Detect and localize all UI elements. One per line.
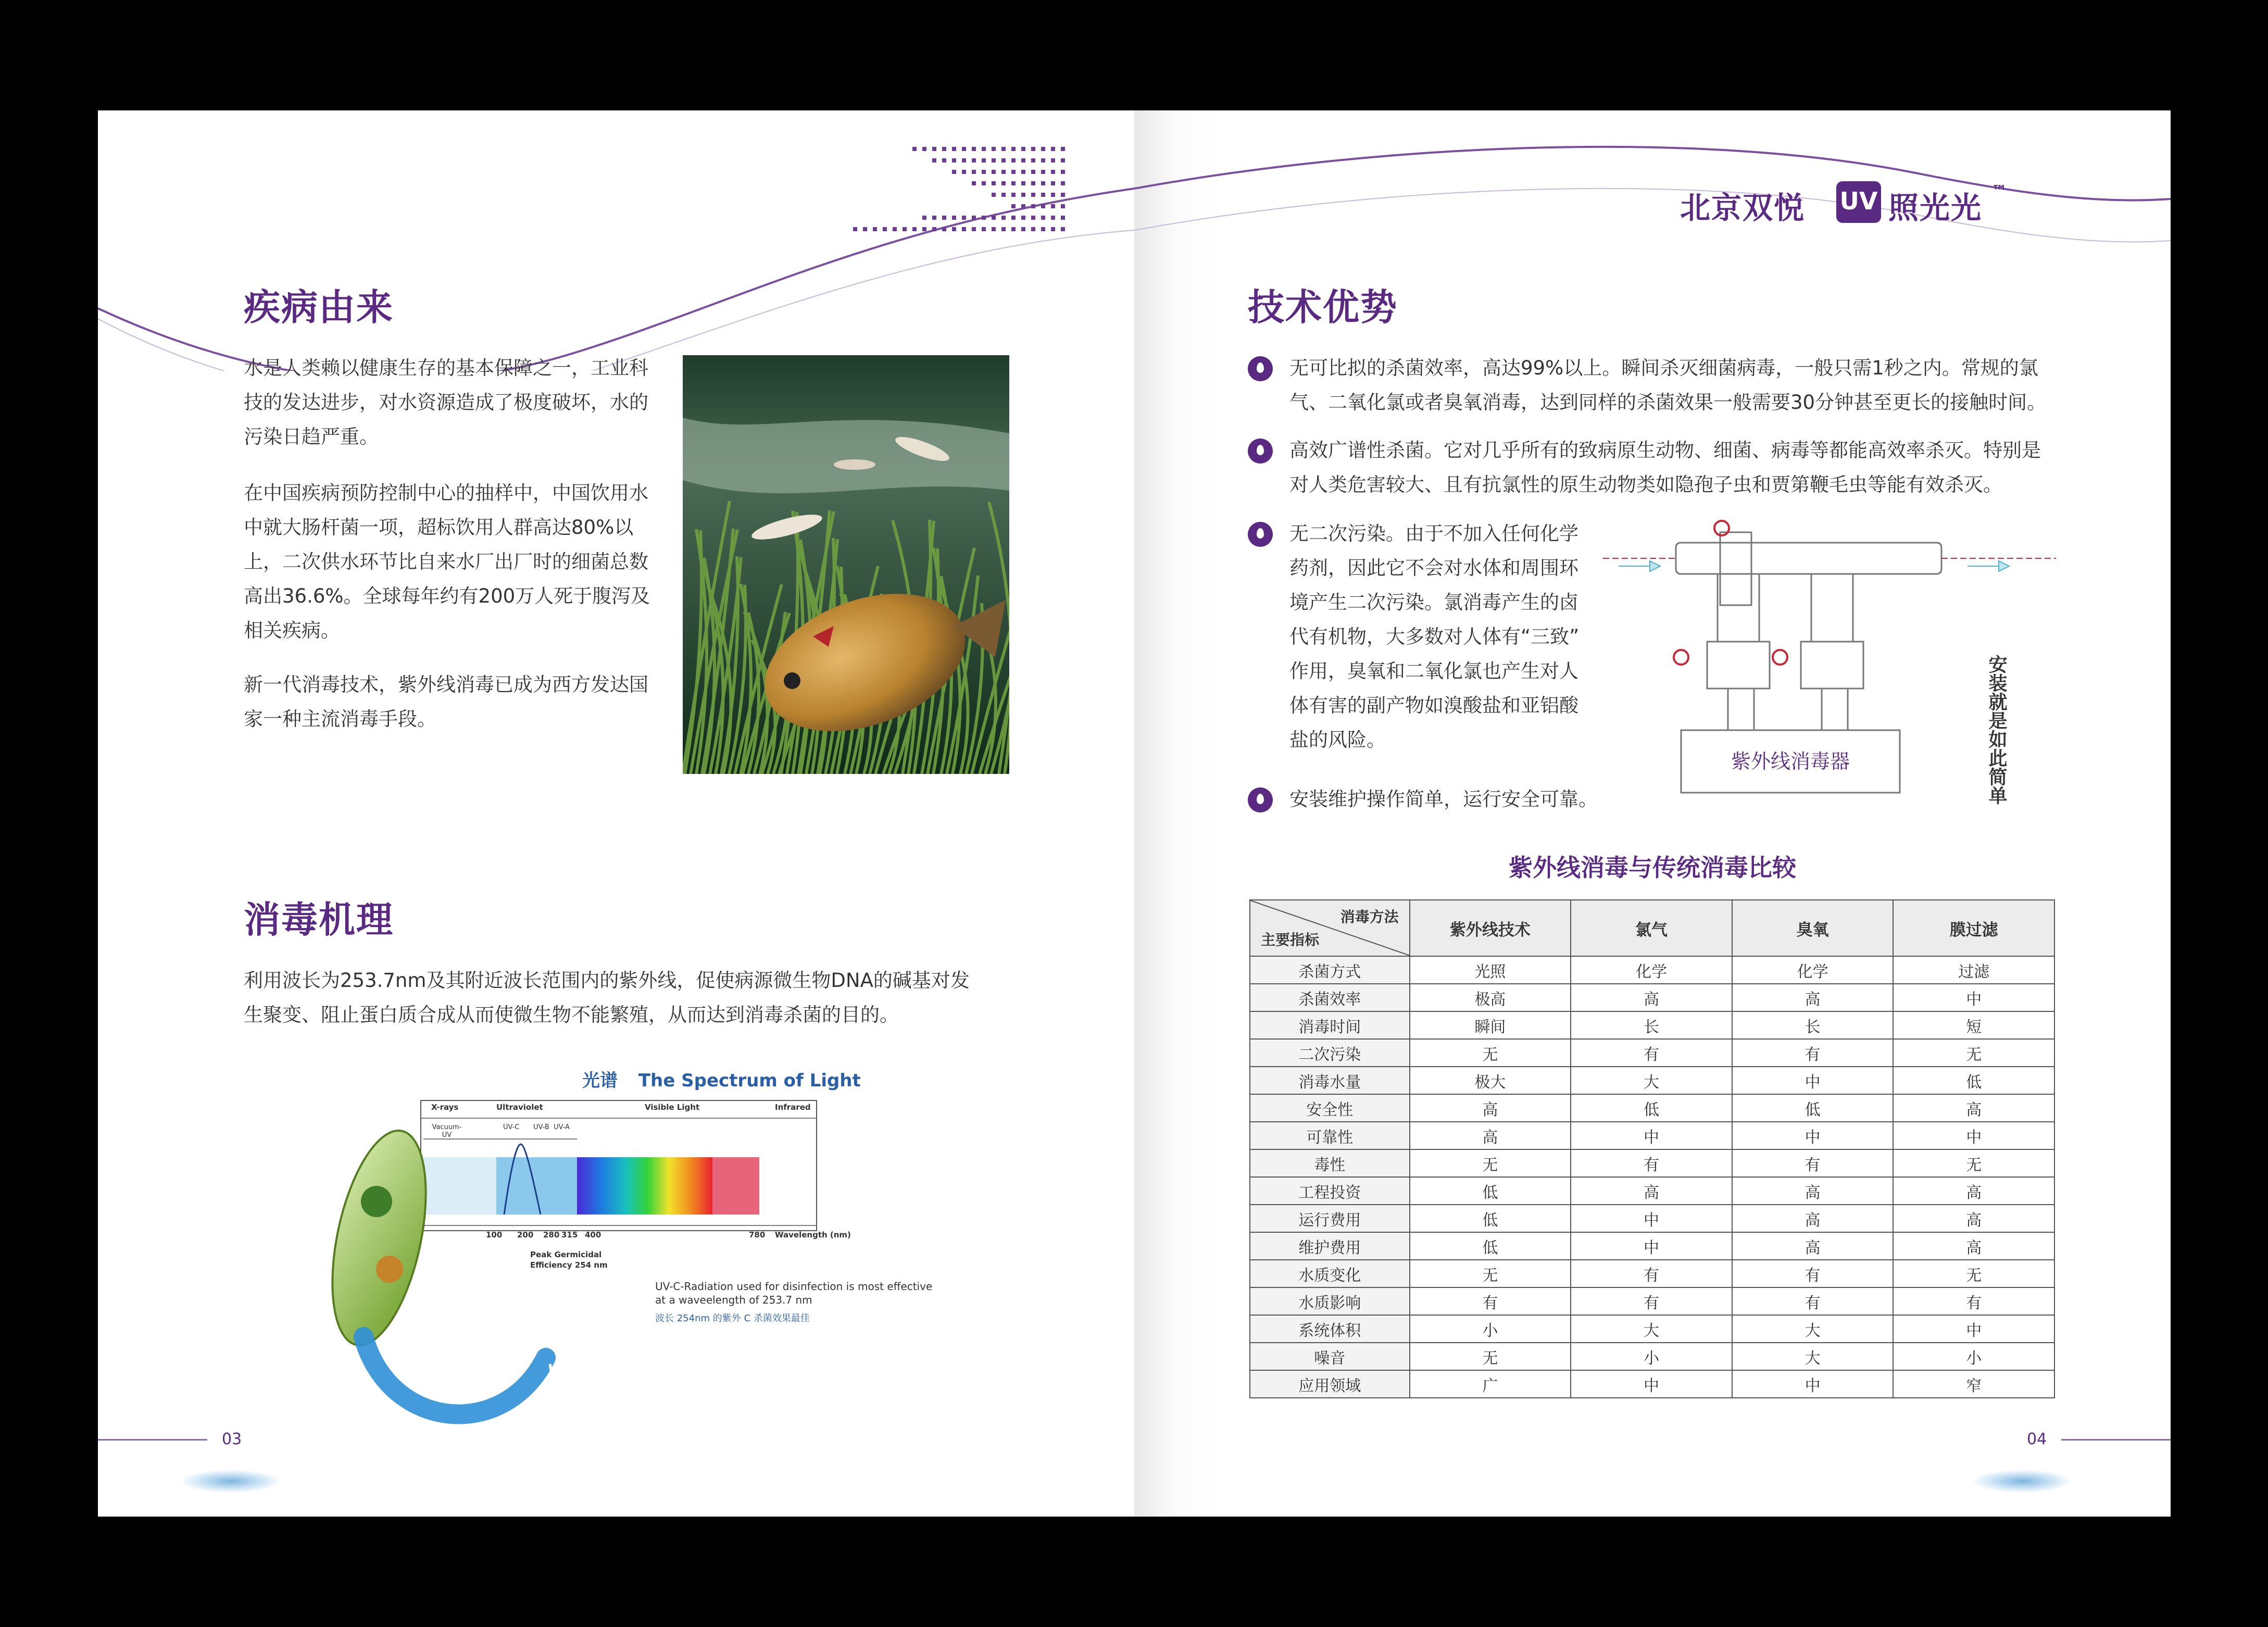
- uvc-note-cn: 波长 254nm 的紫外 C 杀菌效果最佳: [655, 1313, 810, 1324]
- table-cell: 大: [1571, 1067, 1732, 1094]
- table-cell: 高: [1732, 984, 1894, 1011]
- axis-label-wavelength: Wavelength (nm): [775, 1230, 851, 1240]
- table-row: [1250, 1315, 2054, 1343]
- table-cell: 中: [1732, 1067, 1894, 1094]
- spectrum-title-en: The Spectrum of Light: [638, 1070, 861, 1091]
- table-cell: 短: [1893, 1011, 2054, 1039]
- water-drop-icon: [181, 1470, 280, 1493]
- table-cell: 长: [1571, 1011, 1732, 1039]
- table-row: [1250, 1232, 2054, 1260]
- table-cell: 中: [1732, 1122, 1894, 1149]
- brand-logo: [1680, 178, 2076, 230]
- subband-vacuum-uv: Vacuum-UV: [432, 1123, 462, 1139]
- tick-315: 315: [561, 1230, 578, 1240]
- row-indicator-cell: 二次污染: [1250, 1039, 1410, 1067]
- table-cell: 化学: [1732, 956, 1894, 984]
- band-ultraviolet: Ultraviolet: [496, 1103, 543, 1112]
- table-cell: 有: [1893, 1287, 2054, 1315]
- table-cell: 中: [1893, 1122, 2054, 1149]
- row-indicator-cell: 工程投资: [1250, 1177, 1410, 1205]
- advantage-item: 高效广谱性杀菌。它对几乎所有的致病原生动物、细菌、病毒等都能高效率杀灭。特别是 对人类危害较大、且有抗氯性的原生动物类如隐孢子虫和贾第鞭毛虫等能有效杀灭。: [1248, 433, 2133, 506]
- table-corner-header: [1250, 900, 1410, 956]
- row-indicator-cell: 运行费用: [1250, 1205, 1410, 1232]
- band-visible: Visible Light: [645, 1103, 700, 1112]
- corner-bottom-label: 主要指标: [1261, 931, 1320, 948]
- uvc-light-arc-label: UV-C Light: [545, 1333, 632, 1379]
- table-row: [1250, 1094, 2054, 1122]
- table-cell: 化学: [1571, 956, 1732, 984]
- table-header-row: [1250, 900, 2054, 956]
- band-xrays: X-rays: [431, 1103, 459, 1112]
- table-cell: 低: [1893, 1067, 2054, 1094]
- water-drop-bullet-icon: [1248, 787, 1273, 812]
- paragraph-uv-technology: 新一代消毒技术，紫外线消毒已成为西方发达国 家一种主流消毒手段。: [244, 673, 648, 730]
- table-row: [1250, 1287, 2054, 1315]
- table-cell: 大: [1571, 1315, 1732, 1343]
- decorative-wave: [1134, 110, 2171, 371]
- comparison-table-title: 紫外线消毒与传统消毒比较: [1509, 854, 1796, 882]
- trademark: ™: [1991, 182, 2007, 201]
- table-cell: 高: [1571, 984, 1732, 1011]
- row-indicator-cell: 系统体积: [1250, 1315, 1410, 1343]
- table-row: [1250, 1370, 2054, 1398]
- water-drop-bullet-icon: [1248, 356, 1273, 381]
- band-infrared: Infrared: [775, 1103, 811, 1112]
- table-cell: 无: [1410, 1149, 1571, 1177]
- table-row: [1250, 1039, 2054, 1067]
- paragraph-mechanism: 利用波长为253.7nm及其附近波长范围内的紫外线，促使病源微生物DNA的碱基对发 生聚变、阻止蛋白质合成从而使微生物不能繁殖，从而达到消毒杀菌的目的。: [244, 969, 970, 1026]
- table-cell: 中: [1571, 1205, 1732, 1232]
- table-cell: 过滤: [1893, 956, 2054, 984]
- table-cell: 低: [1410, 1232, 1571, 1260]
- table-cell: 有: [1571, 1149, 1732, 1177]
- uvc-note-en: UV-C-Radiation used for disinfection is most effective at a waveelength of 253.7 nm: [655, 1280, 933, 1306]
- table-cell: 无: [1410, 1260, 1571, 1287]
- table-row: [1250, 1122, 2054, 1149]
- table-row: [1250, 1177, 2054, 1205]
- table-cell: 中: [1571, 1370, 1732, 1398]
- right-page: [1134, 110, 2171, 1517]
- brand-name-right: 照光光: [1888, 190, 1983, 226]
- dead-fish-photo: [683, 355, 1009, 774]
- section-title-tech-advantages: 技术优势: [1248, 286, 1398, 329]
- section-title-disease-origin: 疾病由来: [244, 286, 394, 329]
- row-indicator-cell: 可靠性: [1250, 1122, 1410, 1149]
- column-header: 膜过滤: [1893, 900, 2054, 956]
- row-indicator-cell: 消毒水量: [1250, 1067, 1410, 1094]
- table-cell: 有: [1410, 1287, 1571, 1315]
- spectrum-figure: [327, 1066, 1004, 1472]
- table-cell: 无: [1410, 1039, 1571, 1067]
- device-label: 紫外线消毒器: [1731, 750, 1850, 773]
- table-cell: 高: [1893, 1205, 2054, 1232]
- table-row: [1250, 1343, 2054, 1370]
- section-title-disinfection-mechanism: 消毒机理: [244, 898, 394, 941]
- table-cell: 有: [1732, 1260, 1894, 1287]
- table-row: [1250, 1149, 2054, 1177]
- table-cell: 有: [1732, 1039, 1894, 1067]
- peak-germicidal-label: Peak Germicidal Efficiency 254 nm: [530, 1250, 608, 1270]
- table-cell: 有: [1732, 1287, 1894, 1315]
- table-row: [1250, 1260, 2054, 1287]
- table-cell: 大: [1732, 1315, 1894, 1343]
- table-cell: 无: [1410, 1343, 1571, 1370]
- table-cell: 高: [1893, 1232, 2054, 1260]
- table-row: [1250, 1205, 2054, 1232]
- table-cell: 窄: [1893, 1370, 2054, 1398]
- table-cell: 中: [1732, 1370, 1894, 1398]
- table-cell: 有: [1571, 1039, 1732, 1067]
- row-indicator-cell: 噪音: [1250, 1343, 1410, 1370]
- paragraph-water-pollution: 水是人类赖以健康生存的基本保障之一，工业科 技的发达进步，对水资源造成了极度破坏，水的 污染日趋严重。: [244, 357, 648, 448]
- row-indicator-cell: 消毒时间: [1250, 1011, 1410, 1039]
- table-cell: 高: [1571, 1177, 1732, 1205]
- tick-280: 280: [543, 1230, 560, 1240]
- comparison-table: [1249, 899, 2055, 1398]
- table-cell: 大: [1732, 1343, 1894, 1370]
- advantage-item: 安装维护操作简单，运行安全可靠。: [1248, 782, 1769, 819]
- subband-uvb: UV-B: [533, 1123, 549, 1131]
- table-cell: 极高: [1410, 984, 1571, 1011]
- table-cell: 光照: [1410, 956, 1571, 984]
- row-indicator-cell: 杀菌方式: [1250, 956, 1410, 984]
- water-drop-bullet-icon: [1248, 439, 1273, 464]
- row-indicator-cell: 维护费用: [1250, 1232, 1410, 1260]
- table-row: [1250, 984, 2054, 1011]
- table-cell: 小: [1410, 1315, 1571, 1343]
- table-cell: 有: [1571, 1260, 1732, 1287]
- table-cell: 低: [1410, 1177, 1571, 1205]
- row-indicator-cell: 水质影响: [1250, 1287, 1410, 1315]
- table-cell: 无: [1893, 1260, 2054, 1287]
- uv-badge: UV: [1836, 181, 1881, 223]
- table-row: [1250, 1067, 2054, 1094]
- table-cell: 中: [1893, 1315, 2054, 1343]
- spectrum-title-cn: 光谱: [582, 1070, 618, 1091]
- table-cell: 无: [1893, 1039, 2054, 1067]
- tick-780: 780: [749, 1230, 766, 1240]
- table-cell: 极大: [1410, 1067, 1571, 1094]
- table-cell: 低: [1410, 1205, 1571, 1232]
- table-cell: 有: [1571, 1287, 1732, 1315]
- water-drop-icon: [1973, 1470, 2072, 1493]
- page-number: 03: [222, 1430, 242, 1448]
- row-indicator-cell: 安全性: [1250, 1094, 1410, 1122]
- page-number: 04: [2027, 1430, 2047, 1448]
- row-indicator-cell: 应用领域: [1250, 1370, 1410, 1398]
- brand-name-left: 北京双悦: [1680, 190, 1806, 226]
- advantage-item: 无可比拟的杀菌效率，高达99%以上。瞬间杀灭细菌病毒，一般只需1秒之内。常规的氯 气、二氧化氯或者臭氧消毒，达到同样的杀菌效果一般需要30分钟甚至更长的接触时间。: [1248, 351, 2133, 424]
- tick-400: 400: [585, 1230, 602, 1240]
- table-cell: 高: [1732, 1232, 1894, 1260]
- footer-line: [98, 1439, 207, 1441]
- table-cell: 小: [1571, 1343, 1732, 1370]
- install-caption: 安装就是如此简单: [1986, 655, 2007, 805]
- table-cell: 高: [1410, 1094, 1571, 1122]
- left-page: [98, 110, 1134, 1517]
- table-cell: 有: [1732, 1149, 1894, 1177]
- footer-line: [2061, 1439, 2171, 1441]
- table-cell: 无: [1893, 1149, 2054, 1177]
- table-row: [1250, 956, 2054, 984]
- advantage-item: 无二次污染。由于不加入任何化学 药剂，因此它不会对水体和周围环 境产生二次污染。氯消毒产生的卤 代有机物，大多数对人体有“三致” 作用，臭氧和二氧化氯也产生对人 体有害的副产物如溴酸盐和亚铝酸 盐的风险。: [1248, 517, 1623, 761]
- table-cell: 高: [1893, 1177, 2054, 1205]
- tick-200: 200: [517, 1230, 534, 1240]
- row-indicator-cell: 杀菌效率: [1250, 984, 1410, 1011]
- subband-uva: UV-A: [554, 1123, 570, 1131]
- paragraph-cdc-sampling: 在中国疾病预防控制中心的抽样中，中国饮用水 中就大肠杆菌一项，超标饮用人群高达80%以 上，二次供水环节比自来水厂出厂时的细菌总数 高出36.6%。全球每年约有200万人死于腹泻及 相关疾病。: [244, 482, 650, 642]
- table-cell: 高: [1732, 1177, 1894, 1205]
- column-header: 紫外线技术: [1410, 900, 1571, 956]
- subband-uvc: UV-C: [503, 1123, 520, 1131]
- table-cell: 中: [1571, 1122, 1732, 1149]
- table-row: [1250, 1011, 2054, 1039]
- decorative-dot-grid: [853, 147, 1072, 251]
- water-drop-bullet-icon: [1248, 522, 1273, 547]
- row-indicator-cell: 毒性: [1250, 1149, 1410, 1177]
- table-cell: 长: [1732, 1011, 1894, 1039]
- table-cell: 广: [1410, 1370, 1571, 1398]
- table-cell: 中: [1893, 984, 2054, 1011]
- table-cell: 中: [1571, 1232, 1732, 1260]
- table-cell: 低: [1571, 1094, 1732, 1122]
- table-cell: 小: [1893, 1343, 2054, 1370]
- table-cell: 高: [1893, 1094, 2054, 1122]
- table-cell: 瞬间: [1410, 1011, 1571, 1039]
- corner-top-label: 消毒方法: [1340, 908, 1399, 925]
- tick-100: 100: [486, 1230, 503, 1240]
- table-cell: 低: [1732, 1094, 1894, 1122]
- table-cell: 高: [1410, 1122, 1571, 1149]
- column-header: 氯气: [1571, 900, 1732, 956]
- column-header: 臭氧: [1732, 900, 1894, 956]
- row-indicator-cell: 水质变化: [1250, 1260, 1410, 1287]
- table-cell: 高: [1732, 1205, 1894, 1232]
